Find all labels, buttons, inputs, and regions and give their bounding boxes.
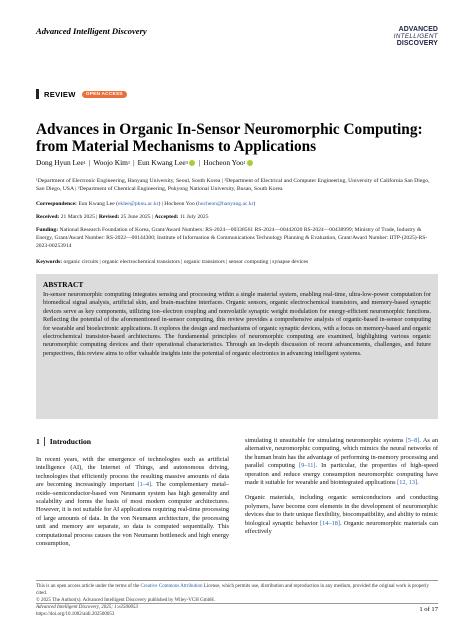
- correspondence: Correspondence: Eun Kwang Lee (eklee@pknu.ac.kr) | Hocheon Yoo (hocheon@hanyang.ac.kr): [36, 201, 256, 207]
- open-access-badge: OPEN ACCESS: [82, 91, 127, 98]
- citation-link[interactable]: [1–4]: [137, 481, 152, 489]
- author-affil-sup: 1: [127, 160, 131, 165]
- article-title: Advances in Organic In-Sensor Neuromorphic Computing: from Material Mechanisms to Applications: [36, 121, 423, 155]
- license-notice: This is an open access article under the terms of the Creative Commons Attribution License, which permits use, distribution and reproduction in any medium, provided the original work is properly cited. © 2025 The Author(s). Advanced Intelligent Discovery published by Wiley-VCH GmbH.: [36, 583, 438, 604]
- author-name[interactable]: Dong Hyun Lee: [36, 158, 84, 167]
- logo-line-2: INTELLIGENT: [393, 33, 438, 40]
- citation-line: Advanced Intelligent Discovery, 2025; 1:e2500053: [36, 605, 139, 610]
- correspondence-label: Correspondence:: [36, 201, 77, 207]
- right-column: [245, 437, 438, 543]
- review-marker: [36, 89, 39, 99]
- abstract-heading: ABSTRACT: [43, 280, 84, 289]
- email-link[interactable]: eklee@pknu.ac.kr: [117, 201, 159, 207]
- funding-label: Funding:: [36, 227, 59, 233]
- article-type-label: REVIEW: [44, 89, 76, 99]
- page-footer: [36, 605, 438, 618]
- author-affil-sup: 1: [243, 160, 246, 165]
- accepted-date: 11 July 2025: [179, 214, 209, 220]
- author-name[interactable]: Woojo Kim: [93, 158, 128, 167]
- citation-link[interactable]: [12, 13]: [397, 479, 418, 487]
- divider: [36, 580, 438, 581]
- section-number: 1: [36, 437, 40, 446]
- copyright-line: © 2025 The Author(s). Advanced Intelligent Discovery published by Wiley-VCH GmbH.: [36, 598, 215, 603]
- keywords-text: organic circuits | organic electrochemical transistors | organic transistors | sensor computing | synapse devices: [63, 259, 309, 265]
- journal-name: Advanced Intelligent Discovery: [36, 26, 147, 36]
- page-number: 1 of 17: [419, 606, 438, 613]
- paragraph: simulating it unsuitable for simulating neuromorphic systems [5–8]. As an alternative, neuromorphic computing, which mimics the neural networks of the human brain has the advantage of performing in-memory processing and parallel computing [9–11]. In particular, the properties of high-speed operation and reduce energy consumption neuromorphic computing have made it suitable for wearable and biointegrated applications [12, 13].: [245, 437, 438, 487]
- citation-link[interactable]: [5–8]: [405, 437, 420, 444]
- author-list: Dong Hyun Lee 1 | Woojo Kim 1 | Eun Kwang Lee 3 | Hocheon Yoo 1: [36, 158, 254, 167]
- left-column: [36, 456, 229, 555]
- author-affil-sup: 1: [83, 160, 86, 165]
- citation-link[interactable]: [14–18]: [320, 519, 340, 527]
- funding-info: [36, 226, 438, 250]
- keywords: [36, 258, 438, 266]
- doi-link[interactable]: https://doi.org/10.1002/aidi.202500053: [36, 611, 115, 617]
- article-type-row: [36, 88, 127, 100]
- section-title: Introduction: [49, 437, 92, 446]
- keywords-label: Keywords:: [36, 259, 63, 265]
- license-link[interactable]: Creative Commons Attribution: [140, 584, 203, 589]
- author-affil-sup: 3: [185, 160, 188, 165]
- logo-line-1: ADVANCED: [398, 26, 438, 33]
- page-header: [36, 22, 438, 62]
- journal-logo: [394, 26, 438, 47]
- affiliations: ¹Department of Electronic Engineering, Hanyang University, Seoul, South Korea | ²Department of Electrical and Computer Engineering, University of California San Diego, San Diego, USA | ³Department of Chemical Engineering, Pukyong National University, Busan, South Korea: [36, 178, 430, 192]
- abstract-box: [36, 274, 438, 419]
- divider: [36, 603, 438, 604]
- email-link[interactable]: hocheon@hanyang.ac.kr: [198, 201, 254, 207]
- logo-line-3: DISCOVERY: [396, 40, 438, 47]
- orcid-icon[interactable]: [189, 160, 195, 166]
- orcid-icon[interactable]: [247, 160, 253, 166]
- author-name[interactable]: Eun Kwang Lee: [137, 158, 186, 167]
- revised-date: 25 June 2025: [120, 214, 151, 220]
- article-dates: Received: 21 March 2025 | Revised: 25 June 2025 | Accepted: 11 July 2025: [36, 214, 209, 220]
- received-date: 21 March 2025: [60, 214, 95, 220]
- author-name[interactable]: Hocheon Yoo: [203, 158, 244, 167]
- funding-text: National Research Foundation of Korea, Grant/Award Numbers: RS-2024—00338561 RS-2024—00442020 RS-2024—00438999; Ministry of Trade, Industry & Energy, Grant/Award Number: RS-2022—00144300; Institute of Information & Communications Technology Planning & Evaluation, Grant/Award Number: IITP-(2025)-RS-2023-00253914: [36, 227, 428, 249]
- paragraph: In recent years, with the emergence of technologies such as artificial intelligence (AI), the Internet of Things, and autonomous driving, technologies that efficiently process the resulting massive amounts of data are becoming increasingly important [1–4]. The complementary metal–oxide–semiconductor-based von Neumann system has high generality and scalability and forms the basis of most modern computer architectures. However, it is not suitable for AI applications requiring real-time processing of large amounts of data. In the von Neumann architecture, the processing unit and memory are separate, so data is computed sequentially. This computational process causes the von Neumann bottleneck and high energy consumption,: [36, 456, 230, 548]
- paragraph: Organic materials, including organic semiconductors and conducting polymers, have become core elements in the development of neuromorphic devices due to their unique flexibility, biocompatibility, and ability to mimic biological synaptic behavior [14–18]. Organic neuromorphic materials can effectively: [245, 494, 438, 536]
- abstract-body: In-sensor neuromorphic computing integrates sensing and processing within a single material system, enabling real-time, ultra-low-power computation for biomedical signal analysis, artificial skin, and brain-machine interfaces. Organic sensors, organic electrochemical transistors, and memory-based synaptic devices serve as key components, utilizing ion–electron coupling and nonvolatile synaptic weight modulation for energy-efficient neuromorphic functions. Reflecting the potential of the aforementioned in-sensor computing, this review provides a comprehensive analysis of organic-based in-sensor computing for wearable and bioelectronic applications. It explores the design and mechanisms of organic synaptic devices, with a focus on memory-based and organic electrochemical transistor-based architectures. The fundamental principles of neuromorphic computing are examined, highlighting various organic neuromorphic computing devices and their operational characteristics. Through an in-depth discussion of recent advancements, challenges, and future perspectives, this review aims to offer valuable insights into the potential of organic electronics in advancing intelligent systems.: [43, 291, 431, 357]
- section-heading: [36, 437, 91, 446]
- citation-link[interactable]: [9–11]: [298, 462, 316, 470]
